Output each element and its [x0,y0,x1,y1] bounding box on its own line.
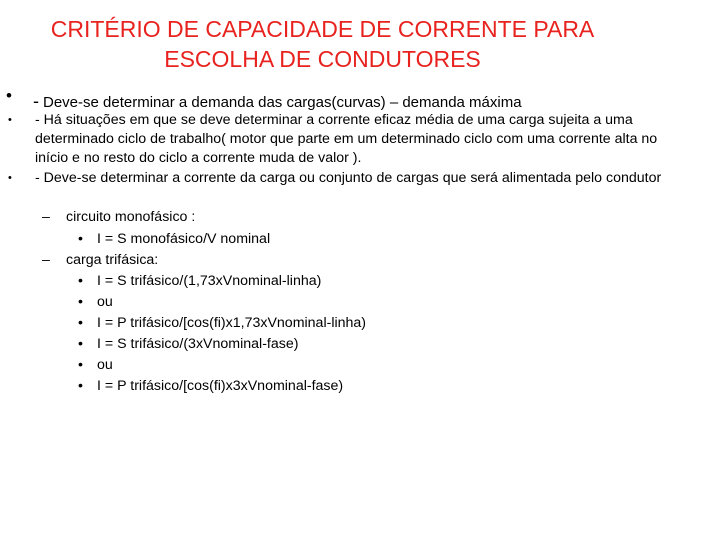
title-line-2: ESCOLHA DE CONDUTORES [164,46,481,72]
title-line-1: CRITÉRIO DE CAPACIDADE DE CORRENTE PARA [50,16,595,42]
formula-item [78,355,113,375]
formula-text: I = S monofásico/V nominal [97,231,271,247]
dash-marker: – [42,209,50,225]
bullet-marker: • [78,273,83,289]
formula-item [78,376,343,396]
formula-text: ou [97,357,113,373]
bullet-marker: • [6,86,12,105]
formula-item [78,334,298,354]
sub-item-label: circuito monofásico : [66,209,196,225]
bullet-demand-label: Deve-se determinar a demanda das cargas(curvas) – demanda máxima [43,94,522,111]
formula-item [78,313,366,333]
formula-text: ou [97,294,113,310]
sub-item-label: carga trifásica: [66,252,159,268]
bullet-load-current-text: - Deve-se determinar a corrente da carga ou conjunto de cargas que será alimentada pelo condutor [35,170,662,186]
bullet-marker: • [78,294,83,310]
formula-item [78,229,270,249]
bullet-marker: • [8,114,12,126]
bullet-marker: • [8,172,12,184]
formula-text: I = S trifásico/(1,73xVnominal-linha) [97,273,322,289]
dash-marker: – [42,252,50,268]
bullet-marker: • [78,357,83,373]
sub-item-triphase [42,250,158,270]
dash-marker: - [33,91,39,111]
formula-text: I = P trifásico/[cos(fi)x3xVnominal-fase) [97,378,344,394]
sub-item-monophase [42,207,195,227]
bullet-demand-text [33,91,522,112]
formula-text: I = S trifásico/(3xVnominal-fase) [97,336,299,352]
slide-title [0,14,645,74]
bullet-marker: • [78,231,83,247]
bullet-cycle-text: - Há situações em que se deve determinar a corrente eficaz média de uma carga sujeita a uma determinado ciclo de trabalho( motor que parte em um determinado ciclo com uma corrente alta no início e no resto do ciclo a corrente muda de valor ). [35,112,658,166]
formula-item [78,271,321,291]
bullet-marker: • [78,336,83,352]
formula-text: I = P trifásico/[cos(fi)x1,73xVnominal-linha) [97,315,367,331]
bullet-marker: • [78,315,83,331]
bullet-marker: • [78,378,83,394]
formula-item [78,292,113,312]
